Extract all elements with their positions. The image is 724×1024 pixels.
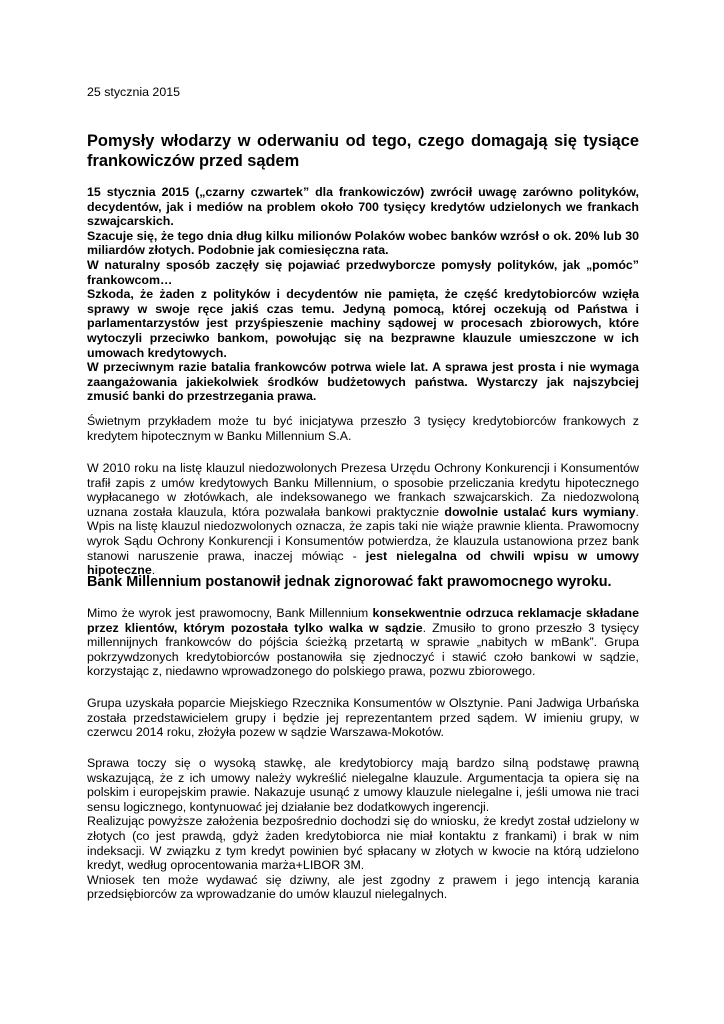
text-run: . Wpis na listę klauzul niedozwolonych oznacza, że zapis taki nie wiąże prawnie klienta. Prawomocny wyrok Sądu Ochrony Konkurencji i Konsumentów potwierdza, że klauzula ustanowiona przez bank stanowi naruszenie prawa, inaczej mówiąc - [87, 504, 639, 563]
lead-paragraph: W naturalny sposób zaczęły się pojawiać przedwyborcze pomysły polityków, jak „pomóc” frankowcom… [87, 257, 639, 287]
lead-section [87, 185, 639, 404]
emphasis-exchange-rate: dowolnie ustalać kurs wymiany [444, 504, 636, 519]
article-date: 25 stycznia 2015 [87, 85, 180, 99]
body-paragraph: Sprawa toczy się o wysoką stawkę, ale kredytobiorcy mają bardzo silną podstawę prawną wskazującą, że z ich umowy należy wykreślić nielegalne klauzule. Argumentacja ta opiera się na polskim i europejskim prawie. Nakazuje usunąć z umowy klauzule nielegalne i, jeśli umowa nie traci sensu logicznego, kontynuować jej działanie bez dodatkowych ingerencji. [87, 756, 639, 814]
legal-argument-section [87, 756, 639, 902]
text-run: . Zmusiło to grono przeszło 3 tysięcy millennijnych frankowców do pójścia ścieżką przetartą w sprawie „nabitych w mBank”. Grupa pokrzywdzonych kredytobiorców postanowiła się zjednoczyć i stawić czoło bankowi w sądzie, korzystając z, niedawno wprowadzonego do polskiego prawa, pozwu zbiorowego. [87, 620, 639, 679]
body-paragraph-bank-refusal [87, 606, 639, 679]
body-paragraph: Wniosek ten może wydawać się dziwny, ale jest zgodny z prawem i jego intencją karania przedsiębiorców za wprowadzanie do umów klauzul nielegalnych. [87, 872, 639, 902]
text-run: W 2010 roku na listę klauzul niedozwolonych Prezesa Urzędu Ochrony Konkurencji i Konsumentów trafił zapis z umów kredytowych Banku Millennium, o sposobie przeliczania kredytu hipotecznego wypłacanego w złotówkach, ale indeksowanego we frankach szwajcarskich. Za niedozwoloną uznana została klauzula, która pozwalała bankowi praktycznie [87, 461, 639, 519]
body-paragraph: Realizując powyższe założenia bezpośrednio dochodzi się do wniosku, że kredyt został udzielony w złotych (co jest prawdą, gdyż żaden kredytobiorca nie miał kontaktu z frankami) i brak w nim indeksacji. W związku z tym kredyt powinien być spłacany w złotych w kwocie na którą udzielono kredyt, według oprocentowania marża+LIBOR 3M. [87, 814, 639, 873]
emphasis-rejected-complaints: konsekwentnie odrzuca reklamacje składane przez klientów, którym pozostała tylko walka w sądzie [87, 606, 639, 635]
lead-paragraph: W przeciwnym razie batalia frankowców potrwa wiele lat. A sprawa jest prosta i nie wymaga zaangażowania jakiekolwiek środków budżetowych państwa. Wystarczy jak najszybciej zmusić banki do przestrzegania prawa. [87, 360, 639, 404]
section-subheading: Bank Millennium postanowił jednak zignorować fakt prawomocnego wyroku. [87, 574, 612, 590]
text-run: . [151, 563, 156, 578]
lead-paragraph: Szacuje się, że tego dnia dług kilku milionów Polaków wobec banków wzrósł o ok. 20% lub 30 miliardów złotych. Podobnie jak comiesięczna rata. [87, 228, 639, 258]
emphasis-illegal-clause: jest nielegalna od chwili wpisu w umowy hipoteczne [87, 548, 639, 578]
body-paragraph-clause-history [87, 461, 639, 578]
body-paragraph-millennium-example: Świetnym przykładem może tu być inicjatywa przeszło 3 tysięcy kredytobiorców frankowych z kredytem hipotecznym w Banku Millennium S.A. [87, 414, 639, 443]
article-title: Pomysły włodarzy w oderwaniu od tego, czego domagają się tysiące frankowiczów przed sądem [87, 132, 639, 170]
body-paragraph-ombudsman: Grupa uzyskała poparcie Miejskiego Rzecznika Konsumentów w Olsztynie. Pani Jadwiga Urbańska została przedstawicielem grupy i będzie jej reprezentantem przed sądem. W imieniu grupy, w czerwcu 2014 roku, złożyła pozew w sądzie Warszawa-Mokotów. [87, 696, 639, 740]
text-run: Mimo że wyrok jest prawomocny, Bank Millennium [87, 606, 373, 620]
lead-paragraph: 15 stycznia 2015 („czarny czwartek” dla frankowiczów) zwrócił uwagę zarówno polityków, decydentów, jak i mediów na problem około 700 tysięcy kredytów udzielonych we frankach szwajcarskich. [87, 185, 639, 229]
lead-paragraph: Szkoda, że żaden z polityków i decydentów nie pamięta, że część kredytobiorców wzięła sprawy w swoje ręce jakiś czas temu. Jedyną pomocą, której oczekują od Państwa i parlamentarzystów jest przyśpieszenie machiny sądowej w procesach zbiorowych, które wytoczyli przeciwko bankom, powołując się na bezprawne klauzule umieszczone w ich umowach kredytowych. [87, 287, 639, 360]
